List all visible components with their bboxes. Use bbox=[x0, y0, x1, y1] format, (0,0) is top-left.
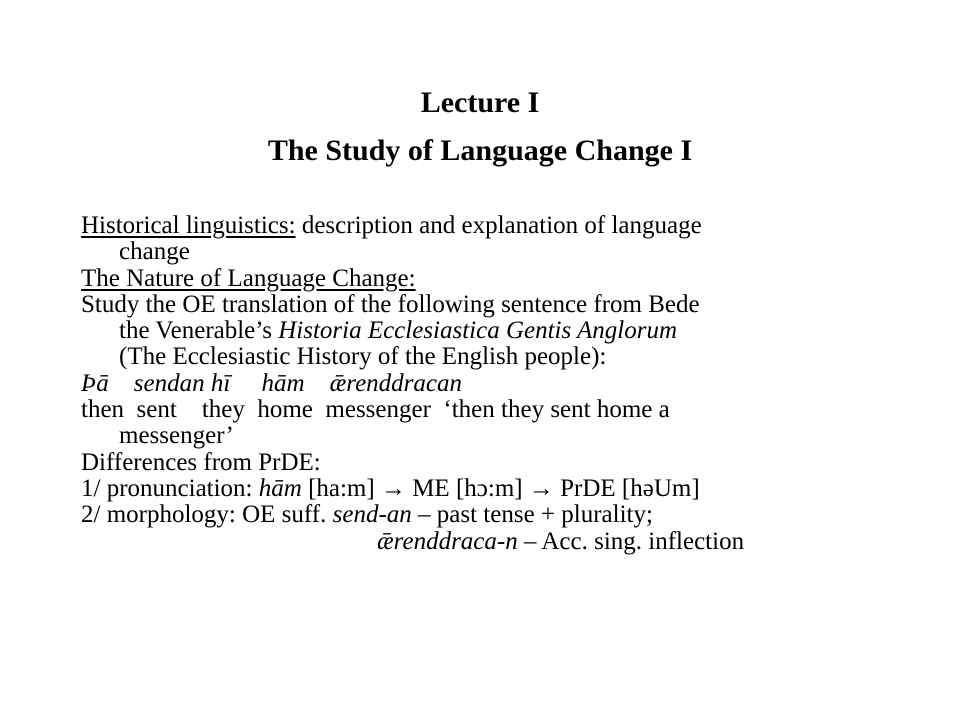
pronunciation-label: 1/ pronunciation: bbox=[81, 474, 259, 502]
line-bede bbox=[81, 318, 881, 344]
line-gloss: then sent they home messenger ‘then they sent home a bbox=[81, 396, 670, 424]
line-gloss-cont: messenger’ bbox=[119, 422, 234, 450]
slide-body bbox=[81, 213, 881, 555]
pronunciation-chain: [ha:m] → ME [hɔ:m] → PrDE [həUm] bbox=[301, 474, 700, 502]
line-differences: Differences from PrDE: bbox=[81, 448, 321, 476]
morphology-word-messenger: ǣrenddraca-n bbox=[377, 527, 518, 555]
line-study-instruction: Study the OE translation of the following sentence from Bede bbox=[81, 290, 700, 318]
line-morphology-cont bbox=[81, 529, 881, 555]
morphology-explanation: – past tense + plurality; bbox=[411, 501, 653, 529]
bede-text: the Venerable’s bbox=[119, 317, 279, 345]
line-nature-heading bbox=[81, 266, 881, 292]
definition-text: description and explanation of language bbox=[295, 212, 702, 239]
line-translation-title: (The Ecclesiastic History of the English people): bbox=[119, 343, 607, 371]
term-historical-linguistics: Historical linguistics: bbox=[81, 212, 296, 239]
lecture-title: The Study of Language Change I bbox=[267, 134, 693, 167]
morphology-label: 2/ morphology: OE suff. bbox=[81, 501, 333, 529]
lecture-number: Lecture I bbox=[420, 86, 540, 119]
pronunciation-word: hām bbox=[258, 474, 302, 502]
line-morphology bbox=[81, 502, 881, 528]
line-change: change bbox=[119, 238, 190, 266]
work-title: Historia Ecclesiastica Gentis Anglorum bbox=[278, 317, 678, 345]
inflection-explanation: – Acc. sing. inflection bbox=[517, 527, 745, 555]
heading-nature-of-change: The Nature of Language Change: bbox=[81, 264, 416, 292]
line-pronunciation bbox=[81, 476, 881, 502]
line-historical-linguistics bbox=[81, 213, 881, 239]
morphology-word-send: send-an bbox=[332, 501, 412, 529]
line-oe-sentence: Þā sendan hī hām ǣrenddracan bbox=[81, 369, 462, 397]
